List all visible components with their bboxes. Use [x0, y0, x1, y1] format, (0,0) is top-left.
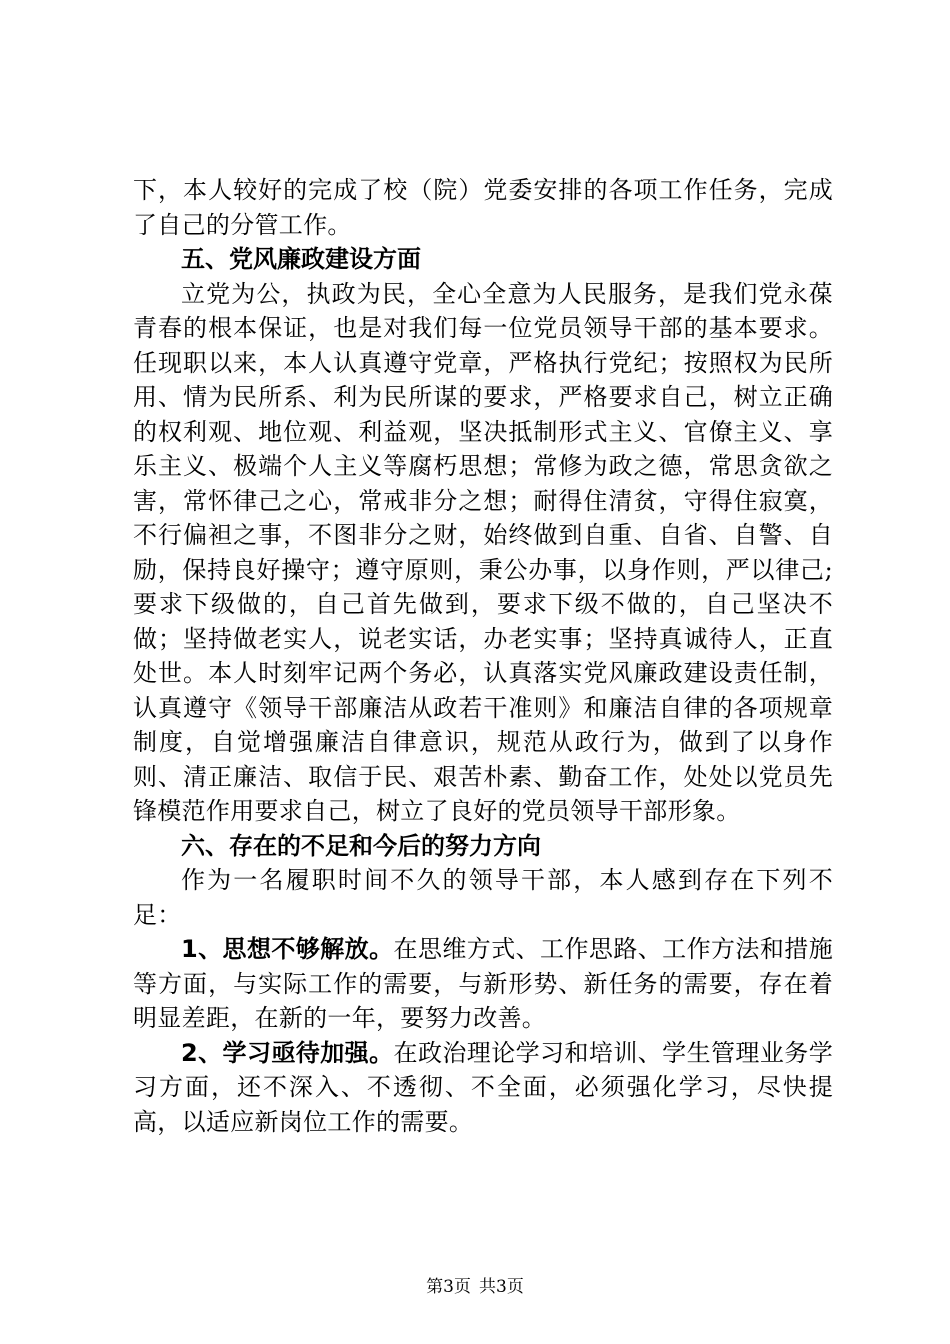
paragraph-continuation: 下，本人较好的完成了校（院）党委安排的各项工作任务，完成了自己的分管工作。 [133, 176, 833, 239]
page-footer [0, 1272, 950, 1297]
document-body [133, 173, 833, 1139]
paragraph-shortcomings-intro: 作为一名履职时间不久的领导干部，本人感到存在下列不足： [133, 866, 833, 929]
list-item-1-lead: 1、思想不够解放。 [181, 935, 394, 963]
list-item-1 [133, 932, 833, 1036]
page-number-total: 共3页 [479, 1277, 524, 1297]
list-item-2-text: 在政治理论学习和培训、学生管理业务学习方面，还不深入、不透彻、不全面，必须强化学习，尽快提高，以适应新岗位工作的需要。 [133, 1038, 833, 1136]
paragraph-integrity: 立党为公，执政为民，全心全意为人民服务，是我们党永葆青春的根本保证，也是对我们每一位党员领导干部的基本要求。任现职以来，本人认真遵守党章，严格执行党纪；按照权为民所用、情为民所系、利为民所谋的要求，严格要求自己，树立正确的权利观、地位观、利益观，坚决抵制形式主义、官僚主义、享乐主义、极端个人主义等腐朽思想；常修为政之德，常思贪欲之害，常怀律己之心，常戒非分之想；耐得住清贫，守得住寂寞，不行偏袒之事，不图非分之财，始终做到自重、自省、自警、自励，保持良好操守；遵守原则，秉公办事，以身作则，严以律己;要求下级做的，自己首先做到，要求下级不做的，自己坚决不做；坚持做老实人，说老实话，办老实事；坚持真诚待人，正直处世。本人时刻牢记两个务必，认真落实党风廉政建设责任制，认真遵守《领导干部廉洁从政若干准则》和廉洁自律的各项规章制度，自觉增强廉洁自律意识，规范从政行为，做到了以身作则、清正廉洁、取信于民、艰苦朴素、勤奋工作，处处以党员先锋模范作用要求自己，树立了良好的党员领导干部形象。 [133, 279, 833, 825]
section-heading-five: 五、党风廉政建设方面 [181, 245, 421, 273]
list-item-2-lead: 2、学习亟待加强。 [181, 1038, 394, 1067]
page-number-current: 第3页 [426, 1277, 471, 1297]
list-item-1-text: 在思维方式、工作思路、工作方法和措施等方面，与实际工作的需要，与新形势、新任务的需要，存在着明显差距，在新的一年，要努力改善。 [133, 935, 833, 1032]
list-item-2 [133, 1036, 833, 1140]
section-heading-six: 六、存在的不足和今后的努力方向 [181, 831, 541, 860]
